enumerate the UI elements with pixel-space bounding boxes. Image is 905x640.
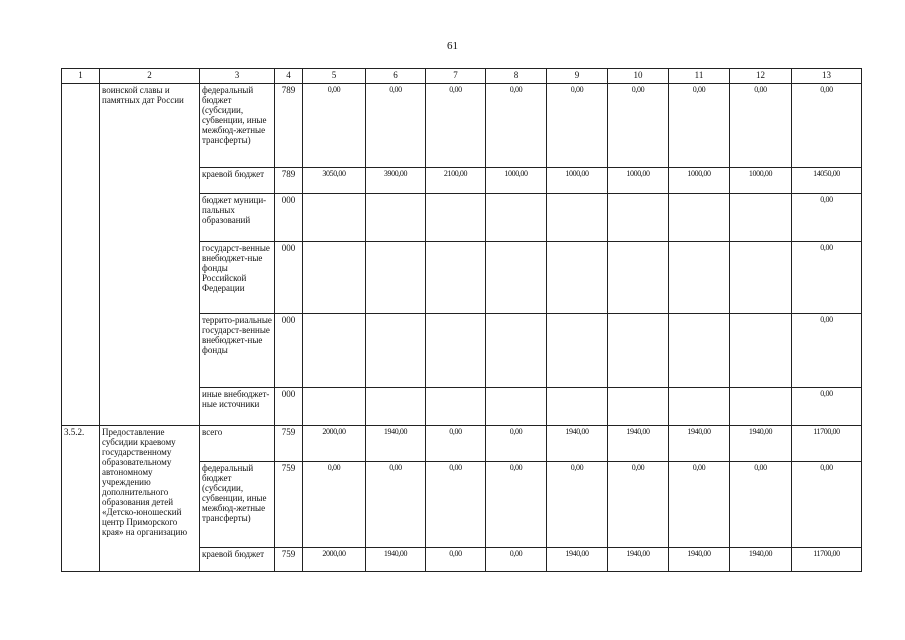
amount-value: 0,00 <box>426 462 486 548</box>
measure-name: воинской славы и памятных дат России <box>100 84 200 426</box>
amount-value <box>669 242 730 314</box>
amount-value: 1940,00 <box>547 548 608 572</box>
amount-value: 1940,00 <box>608 548 669 572</box>
amount-value <box>303 194 366 242</box>
amount-value <box>366 314 426 388</box>
amount-value <box>547 242 608 314</box>
column-header: 9 <box>547 69 608 84</box>
header-row <box>62 69 862 84</box>
total-value: 14050,00 <box>792 168 862 194</box>
amount-value <box>486 242 547 314</box>
amount-value: 1000,00 <box>669 168 730 194</box>
column-header: 11 <box>669 69 730 84</box>
column-header: 2 <box>100 69 200 84</box>
amount-value <box>608 194 669 242</box>
amount-value <box>426 242 486 314</box>
budget-code: 789 <box>275 168 303 194</box>
table-row <box>62 84 862 168</box>
amount-value <box>303 242 366 314</box>
amount-value <box>730 388 792 426</box>
amount-value: 0,00 <box>608 84 669 168</box>
amount-value: 3900,00 <box>366 168 426 194</box>
amount-value <box>669 314 730 388</box>
funding-source: краевой бюджет <box>200 168 275 194</box>
amount-value: 0,00 <box>486 84 547 168</box>
amount-value: 0,00 <box>486 548 547 572</box>
total-value: 0,00 <box>792 194 862 242</box>
amount-value: 0,00 <box>486 462 547 548</box>
funding-source: бюджет муници-пальных образований <box>200 194 275 242</box>
amount-value: 0,00 <box>608 462 669 548</box>
column-header: 10 <box>608 69 669 84</box>
amount-value <box>303 388 366 426</box>
measure-name: Предоставление субсидии краевому государственному образовательному автономному учреждению дополнительного образования детей «Детско-юношеский центр Приморского края» на организацию <box>100 426 200 572</box>
budget-code: 759 <box>275 548 303 572</box>
amount-value <box>669 194 730 242</box>
page-number: 61 <box>447 40 458 52</box>
column-header: 13 <box>792 69 862 84</box>
column-header: 1 <box>62 69 100 84</box>
amount-value: 0,00 <box>547 462 608 548</box>
amount-value: 1940,00 <box>730 426 792 462</box>
amount-value: 0,00 <box>669 84 730 168</box>
total-value: 11700,00 <box>792 548 862 572</box>
amount-value: 0,00 <box>730 84 792 168</box>
budget-code: 000 <box>275 388 303 426</box>
table-row <box>62 426 862 462</box>
total-value: 0,00 <box>792 242 862 314</box>
column-header: 8 <box>486 69 547 84</box>
column-header: 5 <box>303 69 366 84</box>
amount-value: 2000,00 <box>303 548 366 572</box>
amount-value <box>486 194 547 242</box>
amount-value: 0,00 <box>426 84 486 168</box>
funding-source: террито-риальные государст-венные внебюджет-ные фонды <box>200 314 275 388</box>
budget-code: 759 <box>275 426 303 462</box>
amount-value: 1000,00 <box>730 168 792 194</box>
budget-code: 000 <box>275 242 303 314</box>
amount-value: 1940,00 <box>547 426 608 462</box>
row-index <box>62 84 100 426</box>
amount-value: 0,00 <box>366 462 426 548</box>
amount-value <box>366 242 426 314</box>
amount-value <box>426 388 486 426</box>
amount-value: 1940,00 <box>669 548 730 572</box>
funding-source: федеральный бюджет (субсидии, субвенции, иные межбюд-жетные трансферты) <box>200 462 275 548</box>
total-value: 11700,00 <box>792 426 862 462</box>
amount-value: 3050,00 <box>303 168 366 194</box>
budget-code: 000 <box>275 194 303 242</box>
amount-value <box>608 314 669 388</box>
funding-source: федеральный бюджет (субсидии, субвенции, иные межбюд-жетные трансферты) <box>200 84 275 168</box>
amount-value <box>730 194 792 242</box>
amount-value <box>730 314 792 388</box>
budget-code: 000 <box>275 314 303 388</box>
amount-value <box>547 314 608 388</box>
amount-value: 0,00 <box>426 548 486 572</box>
total-value: 0,00 <box>792 462 862 548</box>
amount-value: 1000,00 <box>608 168 669 194</box>
amount-value <box>426 194 486 242</box>
amount-value <box>547 194 608 242</box>
amount-value <box>608 388 669 426</box>
amount-value: 2000,00 <box>303 426 366 462</box>
amount-value <box>303 314 366 388</box>
amount-value: 2100,00 <box>426 168 486 194</box>
column-header: 4 <box>275 69 303 84</box>
amount-value <box>669 388 730 426</box>
amount-value <box>366 388 426 426</box>
amount-value <box>486 314 547 388</box>
amount-value: 0,00 <box>303 84 366 168</box>
amount-value: 1000,00 <box>547 168 608 194</box>
column-header: 6 <box>366 69 426 84</box>
amount-value <box>366 194 426 242</box>
total-value: 0,00 <box>792 388 862 426</box>
column-header: 7 <box>426 69 486 84</box>
funding-source: государст-венные внебюджет-ные фонды Российской Федерации <box>200 242 275 314</box>
amount-value: 0,00 <box>486 426 547 462</box>
column-header: 12 <box>730 69 792 84</box>
funding-source: иные внебюджет-ные источники <box>200 388 275 426</box>
amount-value <box>426 314 486 388</box>
amount-value: 1940,00 <box>366 548 426 572</box>
total-value: 0,00 <box>792 84 862 168</box>
amount-value: 0,00 <box>303 462 366 548</box>
row-index: 3.5.2. <box>62 426 100 572</box>
budget-code: 789 <box>275 84 303 168</box>
amount-value: 0,00 <box>547 84 608 168</box>
amount-value: 0,00 <box>366 84 426 168</box>
column-header: 3 <box>200 69 275 84</box>
amount-value: 1000,00 <box>486 168 547 194</box>
funding-source: всего <box>200 426 275 462</box>
amount-value <box>608 242 669 314</box>
amount-value: 0,00 <box>730 462 792 548</box>
total-value: 0,00 <box>792 314 862 388</box>
amount-value <box>486 388 547 426</box>
amount-value <box>730 242 792 314</box>
amount-value <box>547 388 608 426</box>
amount-value: 1940,00 <box>669 426 730 462</box>
budget-code: 759 <box>275 462 303 548</box>
amount-value: 0,00 <box>426 426 486 462</box>
amount-value: 1940,00 <box>366 426 426 462</box>
budget-table <box>61 68 862 572</box>
amount-value: 1940,00 <box>608 426 669 462</box>
funding-source: краевой бюджет <box>200 548 275 572</box>
amount-value: 0,00 <box>669 462 730 548</box>
amount-value: 1940,00 <box>730 548 792 572</box>
